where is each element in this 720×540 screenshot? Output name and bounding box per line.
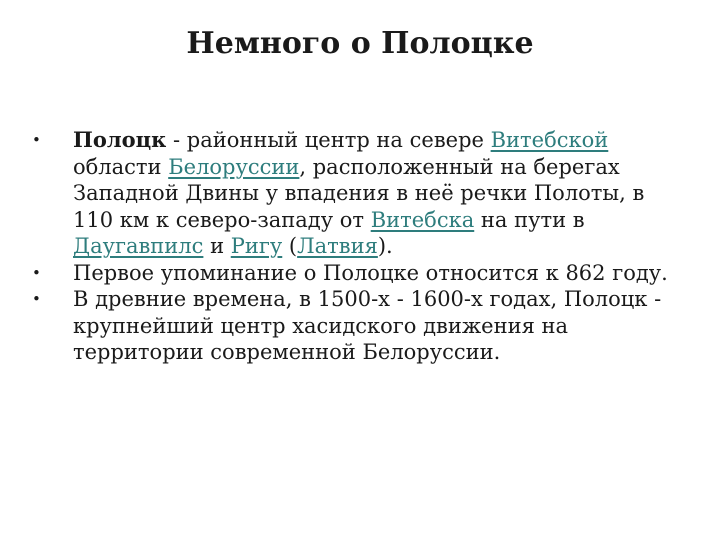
bullet-text: Первое упоминание о Полоцке относится к 862 году. [73, 260, 668, 285]
bullet-item [30, 127, 690, 260]
slide-title: Немного о Полоцке [186, 26, 534, 61]
bullet-icon: • [32, 131, 41, 149]
text-segment: ( [282, 234, 298, 258]
bullet-item [30, 286, 690, 366]
text-segment: и [203, 234, 231, 258]
link-belarus[interactable]: Белоруссии [168, 154, 300, 179]
text-segment: на пути в [474, 207, 585, 232]
bullet-icon: • [32, 290, 41, 308]
bullet-list [30, 127, 690, 366]
link-vitebsk-region[interactable]: Витебской [490, 128, 609, 152]
link-riga[interactable]: Ригу [230, 234, 283, 258]
text-segment: ). [377, 234, 393, 258]
term-polotsk: Полоцк [73, 127, 167, 152]
bullet-icon: • [32, 263, 41, 282]
text-segment: , расположенный на берегах Западной Двины у впадения в неё речки Полоты, в 110 км к северо-западу от [73, 154, 645, 232]
bullet-item [30, 260, 690, 287]
bullet-text: В древние времена, в 1500-х - 1600-х годах, Полоцк - крупнейший центр хасидского движения на территории современной Белоруссии. [73, 287, 662, 364]
link-daugavpils[interactable]: Даугавпилс [73, 234, 204, 258]
text-segment: области [73, 154, 169, 179]
link-latvia[interactable]: Латвия [297, 234, 378, 258]
link-vitebsk[interactable]: Витебска [370, 207, 475, 232]
text-segment: - районный центр на севере [166, 128, 491, 152]
bullet-text [73, 128, 644, 258]
